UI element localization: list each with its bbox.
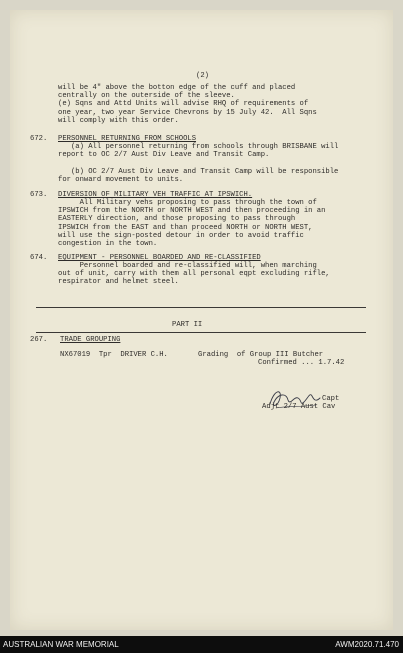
- page-number: (2): [196, 72, 209, 80]
- item-number: 674.: [30, 254, 48, 262]
- item-number: 673.: [30, 191, 48, 199]
- part-heading: PART II: [172, 321, 203, 329]
- archive-footer: [0, 636, 403, 653]
- item-body: All Military vehs proposing to pass through the town of IPSWICH from the NORTH or NORTH WEST and then proceeding in an EASTERLY direction, and those proposing to pass through IPSWICH from the EAST and than proceed NORTH or NORTH WEST, will use the sign-posted detour in order to avoid traffic congestion in the town.: [58, 199, 326, 249]
- item-number: 267.: [30, 336, 48, 344]
- accession-number: AWM2020.71.470: [335, 640, 399, 649]
- trade-entry: NX67019 Tpr DRIVER C.H. Grading of Group III Butcher: [60, 351, 324, 359]
- item-heading: DIVERSION OF MILITARY VEH TRAFFIC AT IPSWICH.: [58, 191, 253, 199]
- continuation-paragraph: will be 4" above the botton edge of the cuff and placed centrally on the outerside of the sleeve. (e) Sqns and Attd Units will advise RHQ of requirements of one year, two year Service Chevrons by 15 July 42. All Sqns will comply with this order.: [58, 84, 317, 125]
- signatory-rank: Capt: [322, 395, 340, 403]
- item-heading: PERSONNEL RETURNING FROM SCHOOLS: [58, 135, 197, 143]
- item-heading: TRADE GROUPING: [60, 336, 121, 344]
- divider-line: [36, 307, 366, 308]
- signatory-appointment: Adjt 2/7 Aust Cav: [262, 403, 336, 411]
- institution-label: AUSTRALIAN WAR MEMORIAL: [3, 640, 119, 649]
- trade-entry-confirmed: Confirmed ... 1.7.42: [258, 359, 345, 367]
- divider-line: [36, 332, 366, 333]
- item-heading: EQUIPMENT - PERSONNEL BOARDED AND RE-CLASSIFIED: [58, 254, 261, 262]
- item-number: 672.: [30, 135, 48, 143]
- item-body: (a) All personnel returning from schools through BRISBANE will report to OC 2/7 Aust Div Leave and Transit Camp. (b) OC 2/7 Aust Div Leave and Transit Camp will be responsible for onward movement to units.: [58, 143, 339, 184]
- document-page: [10, 10, 393, 630]
- item-body: Personnel boarded and re-classified will, when marching out of unit, carry with them all personal eqpt excluding rifle, respirator and helmet steel.: [58, 262, 330, 287]
